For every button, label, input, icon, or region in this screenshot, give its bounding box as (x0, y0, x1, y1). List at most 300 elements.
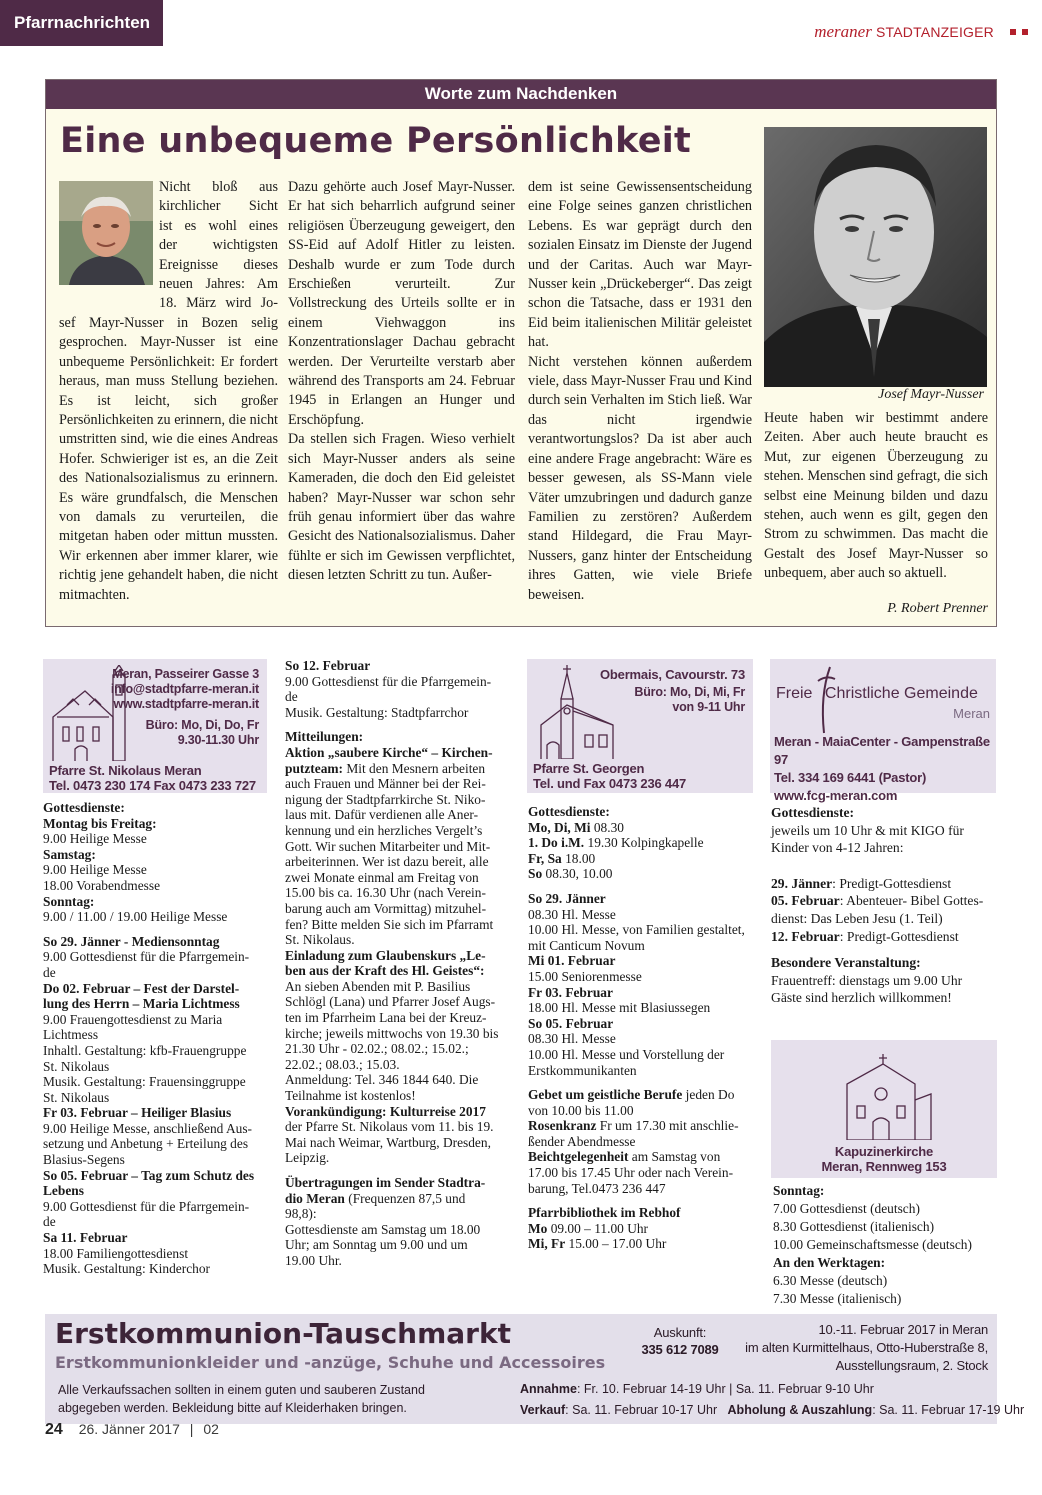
schedule-line-text: Vorankündigung: Kulturreise 2017 (285, 1103, 486, 1119)
fcg-phone: Tel. 334 169 6441 (Pastor) (774, 770, 927, 785)
schedule-line-tail: 18.00 (561, 850, 596, 866)
schedule-line-text: 15.00 bis ca. 16.30 Uhr (nach Verein- (285, 885, 486, 901)
schedule-line (285, 807, 512, 823)
brand-logo: meraner (814, 22, 872, 41)
schedule-line-text: So (528, 866, 543, 882)
schedule-line (285, 1088, 512, 1104)
schedule-line (285, 1026, 512, 1042)
schedule-line (528, 1181, 752, 1197)
schedule-line-text: 6.30 Messe (deutsch) (773, 1273, 888, 1288)
schedule-line (43, 1199, 273, 1215)
schedule-line (285, 901, 512, 917)
schedule-line (43, 1136, 273, 1152)
schedule-line-text: mit Canticum Novum (528, 937, 645, 953)
schedule-line-tail: Mit den Mesnern arbeiten (343, 760, 486, 776)
schedule-line-text: lung des Herrn – Maria Lichtmess (43, 996, 240, 1012)
schedule-line-tail: : Abenteuer- Bibel Gottes- (839, 893, 984, 909)
schedule-line (528, 907, 752, 923)
schedule-line (43, 878, 273, 894)
nikolaus-office: Büro: Mo, Di, Do, Fr (145, 718, 259, 732)
fcg-logo-left: Freie (776, 685, 813, 702)
ad-abholung: : Sa. 11. Februar 17-19 Uhr (872, 1403, 1025, 1417)
schedule-line (285, 917, 512, 933)
schedule-line-text: An sieben Abenden mit P. Basilius (285, 978, 471, 994)
schedule-line-text: laus mit. Dafür verdienen alle Aner- (285, 807, 479, 823)
schedule-line (528, 1047, 752, 1063)
schedule-line (43, 1246, 273, 1262)
schedule-line-text: Lichtmess (43, 1027, 99, 1043)
schedule-line-text: der Pfarre St. Nikolaus vom 11. bis 19. (285, 1119, 494, 1135)
schedule-line (43, 981, 273, 997)
kapuziner-schedule (773, 1182, 997, 1308)
schedule-line (285, 689, 512, 705)
article-paragraph: Nicht verstehen können außerdem viele, dass Mayr-Nusser Frau und Kind durch sein Verhalten im Stich ließ. War das nicht irgendwie verantwortungslos? Da ist aber auch eine andere Frage angebracht: Wäre es besser gewesen, als SS-Mann viele Väter umzubringen und dadurch ganze Familien zu zerstören? Außerdem stand Hildegard, die Frau Mayr-Nussers, ganz hinter der Entscheidung ihres Gatten, wie viele Briefe beweisen. (528, 353, 752, 603)
schedule-line (43, 1214, 273, 1230)
schedule-line-text: nigung der Stadtpfarrkirche St. Niko- (285, 791, 486, 807)
schedule-line-text: Inhaltl. Gestaltung: kfb-Frauengruppe (43, 1042, 247, 1058)
schedule-line (528, 1103, 752, 1119)
ad-subtitle: Erstkommunionkleider und -anzüge, Schuhe und Accessoires (55, 1353, 606, 1372)
georgen-hours: von 9-11 Uhr (672, 700, 745, 714)
schedule-line (285, 729, 512, 745)
schedule-line (528, 938, 752, 954)
schedule-line-text: Samstag: (43, 846, 96, 862)
schedule-line-text: 18.00 Hl. Messe mit Blasiussegen (528, 1000, 711, 1016)
schedule-line-tail: : Predigt-Gottesdienst (839, 928, 959, 944)
schedule-line-tail: am Samstag von (628, 1149, 721, 1165)
schedule-line-text: 7.00 Gottesdienst (deutsch) (773, 1201, 920, 1216)
schedule-line (43, 934, 273, 950)
schedule-line (771, 839, 997, 857)
issue-number: 02 (203, 1421, 219, 1437)
article-col1-line: 18. März wird Jo- (159, 295, 278, 312)
photo-caption: Josef Mayr-Nusser (878, 387, 984, 402)
schedule-line-text: Fr, Sa (528, 850, 562, 866)
ad-room: Ausstellungsraum, 2. Stock (835, 1358, 988, 1373)
schedule-line (285, 854, 512, 870)
schedule-line-text: 22.02.; 08.03.; 15.03. (285, 1056, 400, 1072)
publication-brand (814, 22, 994, 42)
schedule-line (528, 1165, 752, 1181)
schedule-line-text: putzteam: (285, 760, 344, 776)
ad-notes (58, 1381, 425, 1417)
schedule-line-tail: 19.30 Kolpingkapelle (584, 835, 704, 851)
brand-square-icon (1022, 29, 1028, 35)
schedule-line (528, 985, 752, 1001)
list-spacer (43, 925, 273, 934)
list-spacer (528, 882, 752, 891)
schedule-line-text: barung auch am Vormittag) mitzuhel- (285, 900, 487, 916)
schedule-line-text: Mai nach Weimar, Wartburg, Dresden, (285, 1134, 491, 1150)
schedule-line (528, 804, 752, 820)
schedule-line-text: 29. Jänner (771, 875, 833, 891)
cross-swoosh-icon (816, 665, 836, 735)
list-spacer (771, 857, 997, 866)
schedule-line (285, 994, 512, 1010)
schedule-line-text: Aktion „saubere Kirche“ – Kirchen- (285, 744, 493, 760)
schedule-line-text: 9.00 Gottesdienst für die Pfarrgemein- (43, 949, 250, 965)
nikolaus-address: Meran, Passeirer Gasse 3 (112, 667, 259, 681)
schedule-line (528, 969, 752, 985)
schedule-line-text: de (285, 689, 298, 705)
fcg-logo (776, 685, 978, 703)
ad-verkauf-label: Verkauf (520, 1403, 566, 1417)
schedule-line (285, 658, 512, 674)
schedule-line-text: 19.00 Uhr. (285, 1252, 342, 1268)
schedule-line (528, 1063, 752, 1079)
schedule-line (43, 949, 273, 965)
fcg-schedule (771, 804, 997, 1007)
schedule-line (285, 1222, 512, 1238)
schedule-line (43, 1168, 273, 1184)
ad-title: Erstkommunion-Tauschmarkt (55, 1317, 511, 1350)
schedule-line-text: So 05. Februar – Tag zum Schutz des (43, 1167, 255, 1183)
schedule-line-text: Frauentreff: dienstags um 9.00 Uhr (771, 972, 963, 988)
schedule-line (285, 823, 512, 839)
schedule-line (771, 989, 997, 1007)
article-paragraph: Dazu gehörte auch Josef Mayr-Nusser. Er hat sich beharrlich aufgrund seiner religiösen Überzeugung geweigert, den SS-Eid auf Adolf Hitler zu leisten. Deshalb wurde er zum Tode durch Erschießen verurteilt. Zur Vollstreckung des Urteils sollte er in einem Viehwaggon ins Konzentrationslager Dachau gebracht werden. Der Verurteilte verstarb aber während des Transports am 24. Februar 1945 in Erlangen an Hunger und Erschöpfung. (288, 179, 515, 428)
schedule-line-tail: 08.30, 10.00 (542, 866, 613, 882)
article-col1 (59, 314, 278, 605)
georgen-phone: Tel. und Fax 0473 236 447 (533, 776, 687, 791)
schedule-line-text: setzung und Anbetung + Erteilung des (43, 1136, 249, 1152)
schedule-line-text: Fr 03. Februar – Heiliger Blasius (43, 1105, 232, 1121)
schedule-line (528, 1236, 752, 1252)
ad-verkauf: : Sa. 11. Februar 10-17 Uhr (565, 1403, 718, 1417)
ad-venue (745, 1321, 988, 1375)
schedule-line (43, 965, 273, 981)
schedule-line (285, 674, 512, 690)
schedule-line (285, 1057, 512, 1073)
schedule-line-text: Besondere Veranstaltung: (771, 955, 921, 971)
schedule-line (285, 1191, 512, 1207)
schedule-line-text: Sa 11. Februar (43, 1230, 128, 1246)
schedule-line (771, 910, 997, 928)
kapuziner-address: Meran, Rennweg 153 (821, 1159, 947, 1174)
schedule-line (528, 891, 752, 907)
schedule-line (285, 1135, 512, 1151)
ad-schedule (520, 1379, 1024, 1421)
article-signature: P. Robert Prenner (887, 601, 988, 616)
schedule-line-text: An den Werktagen: (773, 1255, 886, 1270)
brand-square-icon (1010, 29, 1016, 35)
article-col1-line: der wichtigsten (159, 237, 278, 254)
schedule-line-tail: (Frequenzen 87,5 und (344, 1190, 466, 1206)
article-col4 (764, 409, 988, 584)
schedule-line (528, 1205, 752, 1221)
schedule-line (773, 1218, 997, 1236)
schedule-line-text: 9.00 Heilige Messe, anschließend Aus- (43, 1120, 252, 1136)
schedule-line (43, 1027, 273, 1043)
schedule-line (43, 800, 273, 816)
article-paragraph: Heute haben wir bestimmt andere Zeiten. Aber auch heute braucht es Mut, zur eigenen Überzeugung zu stehen. Menschen sind gefragt, die sich selbst eine Meinung bilden und dazu stehen, auch wenn es gilt, gegen den Strom zu schwimmen. Das macht die Gestalt des Josef Mayr-Nusser so unbequem, aber auch so aktuell. (764, 410, 988, 582)
schedule-line-text: Musik. Gestaltung: Kinderchor (43, 1261, 210, 1277)
schedule-line (285, 1253, 512, 1269)
kapuziner-box (771, 1040, 997, 1178)
schedule-line (43, 1105, 273, 1121)
schedule-line-text: Musik. Gestaltung: Stadtpfarrchor (285, 704, 469, 720)
schedule-line-text: Gäste sind herzlich willkommen! (771, 990, 952, 1006)
schedule-line (773, 1254, 997, 1272)
schedule-line (528, 851, 752, 867)
schedule-line-tail: : Predigt-Gottesdienst (832, 875, 952, 891)
list-spacer (285, 1166, 512, 1175)
schedule-line (773, 1182, 997, 1200)
schedule-line-text: arbeiterinnen. Wer ist dazu bereit, alle (285, 854, 489, 870)
article-col1-line: Nicht bloß aus (159, 179, 278, 195)
schedule-line-text: 10.00 Hl. Messe, von Familien gestaltet, (528, 922, 745, 938)
schedule-line-text: 9.00 Heilige Messe (43, 862, 147, 878)
fcg-logo-mid: Christliche (824, 685, 900, 702)
schedule-line-text: So 29. Jänner (528, 890, 606, 906)
schedule-line (528, 1087, 752, 1103)
ad-note: abgegeben werden. Bekleidung bitte auf Kleiderhaken bringen. (58, 1401, 407, 1415)
schedule-line-text: Gottesdienste: (528, 804, 610, 819)
kapuziner-church-icon (843, 1050, 933, 1140)
schedule-line (528, 953, 752, 969)
schedule-line (771, 875, 997, 893)
schedule-line (285, 1010, 512, 1026)
schedule-line (771, 954, 997, 972)
schedule-line-text: Mo, Di, Mi (528, 819, 591, 835)
schedule-line-text: 1. Do i.M. (528, 835, 585, 851)
article-col1-line: neuen Jahres: Am (159, 276, 278, 293)
josef-mayr-nusser-photo (764, 127, 987, 387)
kapuziner-name: Kapuzinerkirche (834, 1144, 934, 1159)
schedule-line (773, 1272, 997, 1290)
schedule-line-text: 98,8): (285, 1206, 317, 1222)
schedule-line-text: 8.30 Gottesdienst (italienisch) (773, 1219, 935, 1234)
schedule-line (771, 892, 997, 910)
article-col1-line: kirchlicher Sicht (159, 198, 278, 215)
schedule-line-text: jeweils um 10 Uhr & mit KIGO für (771, 822, 964, 838)
schedule-line-text: Sonntag: (773, 1183, 825, 1198)
schedule-line (285, 948, 512, 964)
list-spacer (771, 945, 997, 954)
schedule-line-text: Schlögl (Lana) und Pfarrer Josef Augs- (285, 994, 496, 1010)
schedule-line-text: Gottesdienste am Samstag um 18.00 (285, 1221, 481, 1237)
list-spacer (528, 1078, 752, 1087)
schedule-line (285, 776, 512, 792)
schedule-line-text: 15.00 Seniorenmesse (528, 968, 642, 984)
schedule-line-text: Beichtgelegenheit (528, 1149, 629, 1165)
nikolaus-schedule (43, 800, 273, 1277)
ad-abholung-label: Abholung & Auszahlung (727, 1403, 873, 1417)
schedule-line-text: ben aus der Kraft des Hl. Geistes“: (285, 963, 485, 979)
schedule-line (528, 1000, 752, 1016)
nikolaus-web[interactable]: www.stadtpfarre-meran.it (113, 697, 259, 711)
schedule-line-text: Sonntag: (43, 893, 95, 909)
nikolaus-email[interactable]: info@stadtpfarre-meran.it (110, 682, 259, 696)
ad-annahme: : Fr. 10. Februar 14-19 Uhr | Sa. 11. Februar 9-10 Uhr (576, 1382, 874, 1396)
article-headline: Eine unbequeme Persönlichkeit (60, 121, 692, 161)
schedule-line (285, 1206, 512, 1222)
schedule-line (43, 894, 273, 910)
fcg-box (770, 659, 996, 803)
ad-note: Alle Verkaufssachen sollten in einem guten und sauberen Zustand (58, 1383, 425, 1397)
schedule-line (773, 1236, 997, 1254)
schedule-line (43, 1230, 273, 1246)
schedule-line-text: Anmeldung: Tel. 346 1844 640. Die (285, 1072, 479, 1088)
schedule-line-text: kennung und ein herzliches Vergelt’s (285, 822, 483, 838)
schedule-line (771, 804, 997, 822)
georgen-schedule (528, 804, 752, 1252)
schedule-line (528, 835, 752, 851)
page-number: 24 (45, 1421, 63, 1438)
schedule-line-text: Mi 01. Februar (528, 953, 616, 969)
schedule-line-text: So 29. Jänner - Mediensonntag (43, 933, 220, 949)
fcg-logo-right: Gemeinde (904, 685, 978, 702)
schedule-line-text: fen? Bitte melden Sie sich im Pfarramt (285, 916, 494, 932)
schedule-line (528, 1134, 752, 1150)
georgen-office: Büro: Mo, Di, Mi, Fr (634, 685, 745, 699)
schedule-line (285, 839, 512, 855)
ad-date: 10.-11. Februar 2017 in Meran (818, 1322, 988, 1337)
ad-info-phone: 335 612 7089 (641, 1342, 719, 1357)
schedule-line-text: Rosenkranz (528, 1118, 597, 1134)
schedule-line-text: 9.00 Heilige Messe (43, 831, 147, 847)
schedule-line (285, 1150, 512, 1166)
schedule-line (285, 705, 512, 721)
schedule-line-text: de (43, 1214, 56, 1230)
article-paragraph: Da stellen sich Fragen. Wieso verhielt sich Mayr-Nusser anders als seine Kameraden, die doch den Eid geleistet haben? Mayr-Nusser war schon sehr früh genau informiert über das wahre Gesicht des Nationalsozialismus. Daher fühlte er sich im Gewissen verpflichtet, diesen letzten Schritt zu tun. Außer- (288, 431, 515, 584)
schedule-line (528, 1118, 752, 1134)
ad-info-label: Auskunft: (653, 1325, 707, 1340)
schedule-line-text: Leipzig. (285, 1150, 330, 1166)
schedule-line (528, 820, 752, 836)
schedule-line-text: Gottesdienste: (43, 800, 125, 815)
schedule-line (771, 928, 997, 946)
schedule-line (43, 1059, 273, 1075)
schedule-line-text: Pfarrbibliothek im Rebhof (528, 1205, 681, 1221)
ad-annahme-label: Annahme (520, 1382, 577, 1396)
footer-separator: | (189, 1421, 194, 1437)
schedule-line-text: 9.00 / 11.00 / 19.00 Heilige Messe (43, 909, 228, 925)
schedule-line-text: Musik. Gestaltung: Frauensinggruppe (43, 1074, 246, 1090)
schedule-line-text: 9.00 Gottesdienst für die Pfarrgemein- (285, 673, 492, 689)
schedule-line-text: St. Nikolaus. (285, 932, 355, 948)
schedule-line-text: St. Nikolaus (43, 1058, 110, 1074)
schedule-line (285, 979, 512, 995)
schedule-line-text: 9.00 Frauengottesdienst zu Maria (43, 1011, 223, 1027)
schedule-line (285, 1175, 512, 1191)
schedule-line-text: 9.00 Gottesdienst für die Pfarrgemein- (43, 1198, 250, 1214)
schedule-line (528, 1031, 752, 1047)
schedule-line (285, 1041, 512, 1057)
article-paragraph: dem ist seine Gewissensentscheidung eine Folge seines ganzen christlichen Lebens. Es war geprägt durch den sozialen Einsatz im Dienste der Jugend und der Caritas. Auch war Mayr-Nusser kein „Drückeberger“. Das zeigt schon die Tatsache, dass er 1931 den Eid beim italienischen Militär geleistet hat. (528, 179, 752, 351)
fcg-logo-city: Meran (953, 706, 990, 721)
schedule-line-text: Gebet um geistliche Berufe (528, 1087, 683, 1103)
list-spacer (771, 866, 997, 875)
schedule-line-text: 08.30 Hl. Messe (528, 906, 616, 922)
schedule-line-text: Uhr; am Sonntag um 9.00 und um (285, 1237, 468, 1253)
schedule-line (285, 745, 512, 761)
schedule-line (43, 847, 273, 863)
schedule-line (285, 761, 512, 777)
schedule-line-text: 18.00 Vorabendmesse (43, 877, 161, 893)
nikolaus-phone: Tel. 0473 230 174 Fax 0473 233 727 (49, 778, 256, 793)
nikolaus-hours: 9.30-11.30 Uhr (177, 733, 259, 747)
schedule-line-text: dienst: Das Leben Jesu (1. Teil) (771, 910, 943, 926)
schedule-line-text: de (43, 964, 56, 980)
schedule-line-text: 17.00 bis 17.45 Uhr oder nach Verein- (528, 1165, 734, 1181)
schedule-line (43, 816, 273, 832)
schedule-line (528, 1149, 752, 1165)
schedule-line (43, 1012, 273, 1028)
schedule-line-text: Kinder von 4-12 Jahren: (771, 840, 904, 856)
schedule-line-tail: jeden Do (682, 1087, 735, 1103)
schedule-line (285, 1104, 512, 1120)
schedule-line-text: Montag bis Freitag: (43, 815, 157, 831)
schedule-line-text: auch Frauen und Männer bei der Rei- (285, 776, 486, 792)
schedule-line (43, 1152, 273, 1168)
article-col3 (528, 178, 752, 605)
schedule-line (773, 1200, 997, 1218)
georgen-name: Pfarre St. Georgen (533, 761, 645, 776)
schedule-line-text: Mitteilungen: (285, 729, 364, 745)
schedule-line-tail: Fr um 17.30 mit anschlie- (596, 1118, 739, 1134)
article-col1-wrap (159, 178, 278, 314)
schedule-line-text: Teilnahme ist kostenlos! (285, 1088, 416, 1104)
schedule-line (43, 862, 273, 878)
schedule-line-text: 08.30 Hl. Messe (528, 1031, 616, 1047)
schedule-line (43, 996, 273, 1012)
section-label: Pfarrnachrichten (0, 0, 163, 46)
article-col2 (288, 178, 515, 586)
schedule-line-text: St. Nikolaus (43, 1089, 110, 1105)
article-paragraph: sef Mayr-Nusser in Bozen selig gesprochen. Mayr-Nusser ist eine unbequeme Persönlichkeit: Er fordert heraus, man muss Stellung beziehen. Es ist leicht, sich großer Persönlichkeiten zu erinnern, die nicht umstritten sind, wie die eines Andreas Hofer. Schwieriger ist es, an die Zeit des Nationalsozialismus zu erinnern. Es wäre grundfalsch, die Menschen von damals zu verurteilen, die mitgetan haben oder mittun mussten. Wir erkennen aber immer klarer, wie richtig jene gehandelt haben, die nicht mitmachten. (59, 315, 278, 603)
schedule-line (43, 1121, 273, 1137)
schedule-line-text: Blasius-Segens (43, 1152, 125, 1168)
schedule-line-tail: 08.30 (590, 819, 624, 835)
georgen-address: Obermais, Cavourstr. 73 (600, 667, 745, 682)
schedule-line (528, 922, 752, 938)
schedule-line-text: ten im Pfarrheim Lana bei der Kreuz- (285, 1010, 487, 1026)
schedule-line-text: Fr 03. Februar (528, 984, 613, 1000)
schedule-line-text: ßender Abendmesse (528, 1133, 636, 1149)
schedule-line-text: Mi, Fr (528, 1236, 566, 1252)
pfarre-georgen-box (527, 659, 753, 793)
schedule-line (528, 1221, 752, 1237)
fcg-web[interactable]: www.fcg-meran.com (774, 788, 898, 803)
schedule-line-text: Erstkommunikanten (528, 1062, 637, 1078)
schedule-line-text: Do 02. Februar – Fest der Darstel- (43, 980, 240, 996)
schedule-line-text: Mo (528, 1220, 548, 1236)
schedule-line-text: Einladung zum Glaubenskurs „Le- (285, 947, 486, 963)
nikolaus-name: Pfarre St. Nikolaus Meran (49, 763, 202, 778)
fcg-address: Meran - MaiaCenter - Gampenstraße 97 (774, 734, 990, 767)
schedule-line-tail: 09.00 – 11.00 Uhr (547, 1220, 649, 1236)
schedule-line-text: barung, Tel.0473 236 447 (528, 1180, 666, 1196)
schedule-line-text: 21.30 Uhr - 02.02.; 08.02.; 15.02.; (285, 1041, 469, 1057)
schedule-line (285, 792, 512, 808)
brand-name: STADTANZEIGER (876, 24, 994, 40)
schedule-line (285, 932, 512, 948)
schedule-line (285, 1072, 512, 1088)
schedule-line-text: 12. Februar (771, 928, 840, 944)
schedule-line (771, 972, 997, 990)
schedule-line-text: zwei Monate einmal am Freitag von (285, 869, 479, 885)
schedule-line (285, 885, 512, 901)
schedule-line-text: 10.00 Gemeinschaftsmesse (deutsch) (773, 1237, 972, 1252)
schedule-line (43, 909, 273, 925)
article-col1-line: ist es wohl eines (159, 217, 278, 234)
schedule-line-tail: 15.00 – 17.00 Uhr (565, 1236, 667, 1252)
schedule-line-text: 18.00 Familiengottesdienst (43, 1245, 189, 1261)
schedule-line (771, 822, 997, 840)
schedule-line (285, 963, 512, 979)
list-spacer (285, 720, 512, 729)
